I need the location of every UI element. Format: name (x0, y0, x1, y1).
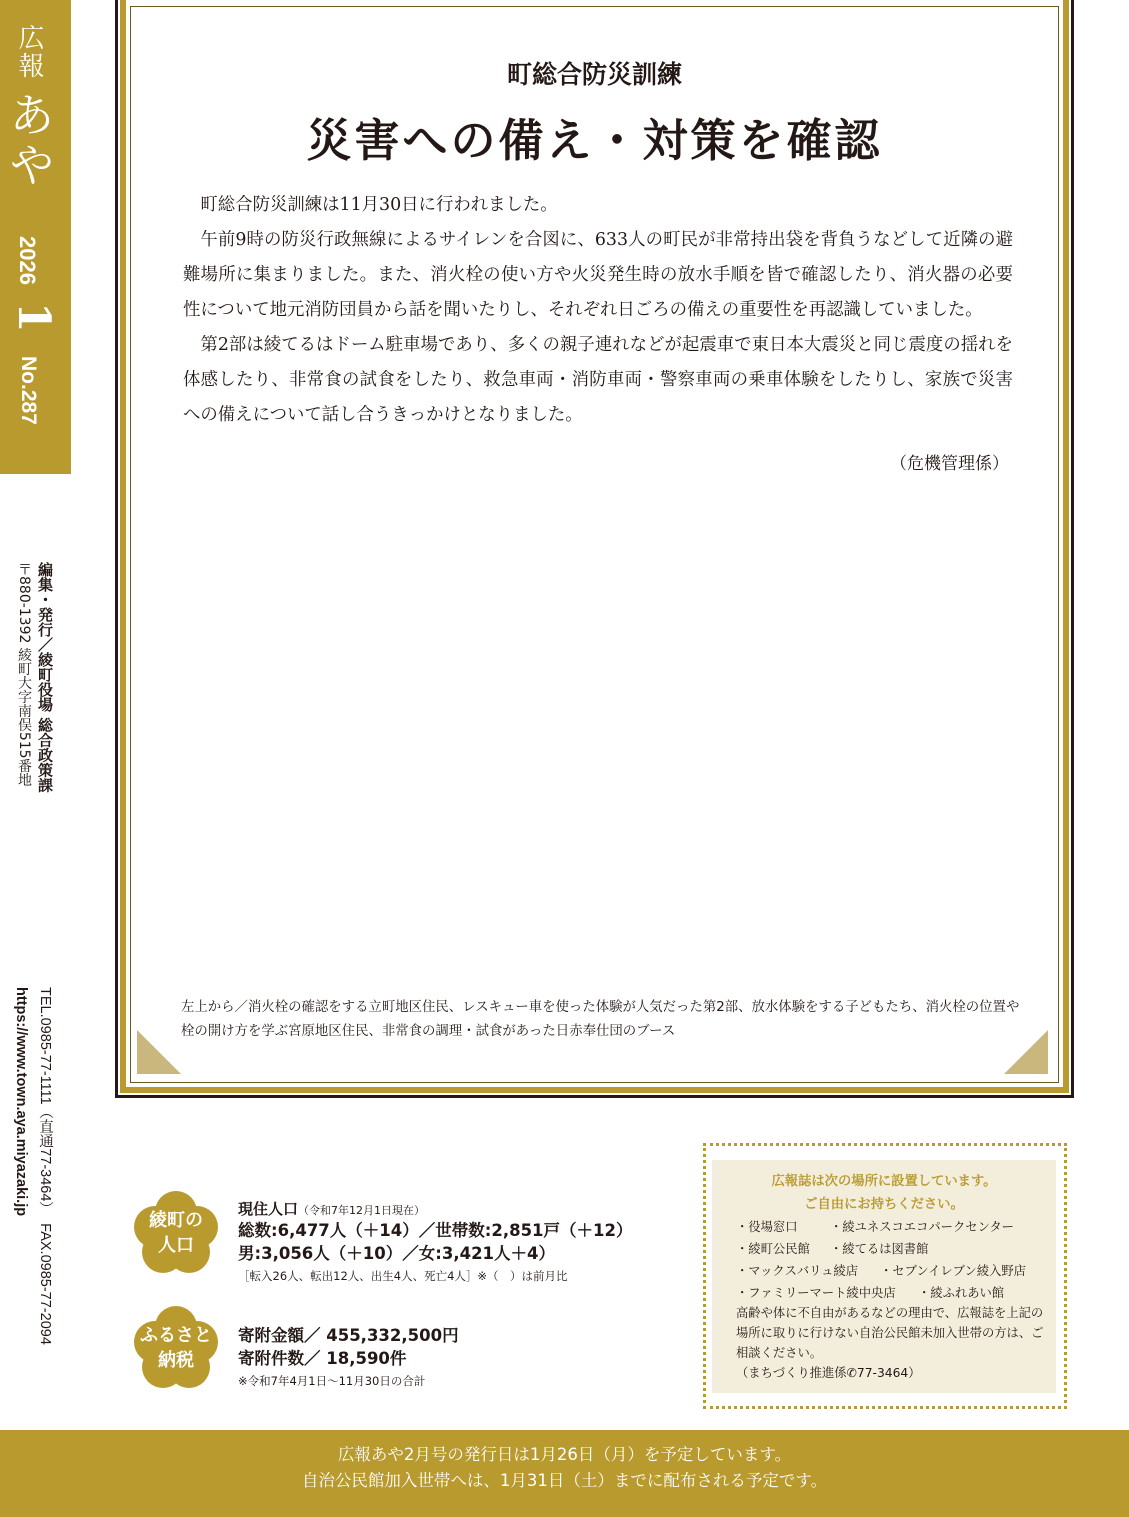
publisher: 編集・発行／綾町役場 総合政策課 (36, 562, 54, 793)
article-kicker: 町総合防災訓練 (506, 60, 682, 89)
issue-month: 1 (8, 302, 59, 333)
distribution-title (712, 1170, 1056, 1216)
contact-label: （まちづくり推進係 (736, 1366, 847, 1380)
distribution-places (736, 1216, 1046, 1304)
footer-line-2: 自治公民館加入世帯へは、1月31日（土）までに配布される予定です。 (301, 1471, 828, 1490)
donation-count: 寄附件数／ 18,590件 (238, 1349, 407, 1368)
distribution-title-line1: 広報誌は次の場所に設置しています。 (771, 1174, 997, 1189)
distribution-title-line2: ご自由にお持ちください。 (804, 1197, 964, 1212)
population-breakdown: ［転入26人、転出12人、出生4人、死亡4人］※（ ）は前月比 (238, 1269, 568, 1283)
article-paragraph: 町総合防災訓練は11月30日に行われました。 (200, 195, 558, 215)
distribution-note (736, 1303, 1048, 1383)
population-title-text: 現住人口 (238, 1200, 299, 1218)
place-name: ・セブンイレブン綾入野店 (880, 1264, 1026, 1278)
population-gender: 男:3,056人（＋10）／女:3,421人＋4） (238, 1244, 556, 1263)
article-headline: 災害への備え・対策を確認 (306, 114, 883, 167)
donation-period-note: ※令和7年4月1日～11月30日の合計 (238, 1374, 426, 1388)
furusato-badge-label: ふるさと 納税 (140, 1325, 212, 1371)
article-paragraph: 第2部は綾てるはドーム駐車場であり、多くの親子連れなどが起震車で東日本大震災と同じ震度の揺れを体感したり、非常食の試食をしたり、救急車両・消防車両・警察車両の乗車体験をしたりし、家族で災害への備えについて話し合うきっかけとなりました。 (183, 335, 1013, 425)
population-stats (238, 1198, 678, 1287)
population-as-of: （令和7年12月1日現在） (298, 1204, 426, 1217)
distribution-note-text: 高齢や体に不自由があるなどの理由で、広報誌を上記の場所に取りに行けない自治公民館未加入世帯の方は、ご相談ください。 (736, 1306, 1044, 1360)
photo-caption: 左上から／消火栓の確認をする立町地区住民、レスキュー車を使った体験が人気だった第2部、放水体験をする子どもたち、消火栓の位置や栓の開け方を学ぶ宮原地区住民、非常食の調理・試食があった日赤奉仕団のブース (181, 1000, 1020, 1039)
population-badge-label: 綾町の 人口 (149, 1210, 203, 1256)
population-badge (133, 1190, 219, 1276)
place-name: ・ファミリーマート綾中央店 (736, 1286, 896, 1300)
furusato-badge (133, 1305, 219, 1391)
footer-line-1: 広報あや2月号の発行日は1月26日（月）を予定しています。 (337, 1445, 792, 1464)
issue-number: No.287 (17, 356, 40, 425)
place-name: ・マックスバリュ綾店 (736, 1264, 858, 1278)
masthead-title (2, 24, 62, 192)
article-body (183, 188, 1013, 433)
distribution-contact (736, 1363, 1048, 1383)
list-item (736, 1260, 1046, 1282)
list-item (736, 1216, 1046, 1238)
corner-ornament-left (137, 1030, 181, 1074)
website-link[interactable]: https://www.town.aya.miyazaki.jp (13, 987, 29, 1217)
furusato-stats (238, 1324, 678, 1392)
masthead-aya: あや (2, 91, 56, 192)
contact-phone: 77-3464） (856, 1366, 921, 1380)
address: 〒880-1392 綾町大字南俣515番地 (16, 562, 32, 787)
donation-amount: 寄附金額／ 455,332,500円 (238, 1326, 459, 1345)
phone-icon: ✆ (846, 1366, 857, 1380)
issue-year: 2026 (15, 236, 40, 285)
place-name: ・綾てるは図書館 (830, 1242, 929, 1256)
list-item (736, 1238, 1046, 1260)
article-paragraph: 午前9時の防災行政無線によるサイレンを合図に、633人の町民が非常持出袋を背負うなどして近隣の避難場所に集まりました。また、消火栓の使い方や火災発生時の放水手順を皆で確認したり、消火器の必要性について地元消防団員から話を聞いたりし、それぞれ日ごろの備えの重要性を再認識していました。 (183, 230, 1013, 320)
place-name: ・綾ユネスコエコパークセンター (830, 1220, 1014, 1234)
contact-tel-fax: TEL.0985-77-1111（直通77-3464） FAX.0985-77-2094 (37, 987, 53, 1345)
population-title (238, 1198, 678, 1219)
masthead-koho: 広報 (14, 24, 44, 80)
population-totals: 総数:6,477人（＋14）／世帯数:2,851戸（＋12） (238, 1221, 633, 1240)
footer-band (0, 1430, 1129, 1517)
list-item (736, 1282, 1046, 1304)
place-name: ・役場窓口 (736, 1220, 798, 1234)
place-name: ・綾町公民館 (736, 1242, 810, 1256)
article-credit: （危機管理係） (890, 454, 1009, 474)
place-name: ・綾ふれあい館 (918, 1286, 1005, 1300)
